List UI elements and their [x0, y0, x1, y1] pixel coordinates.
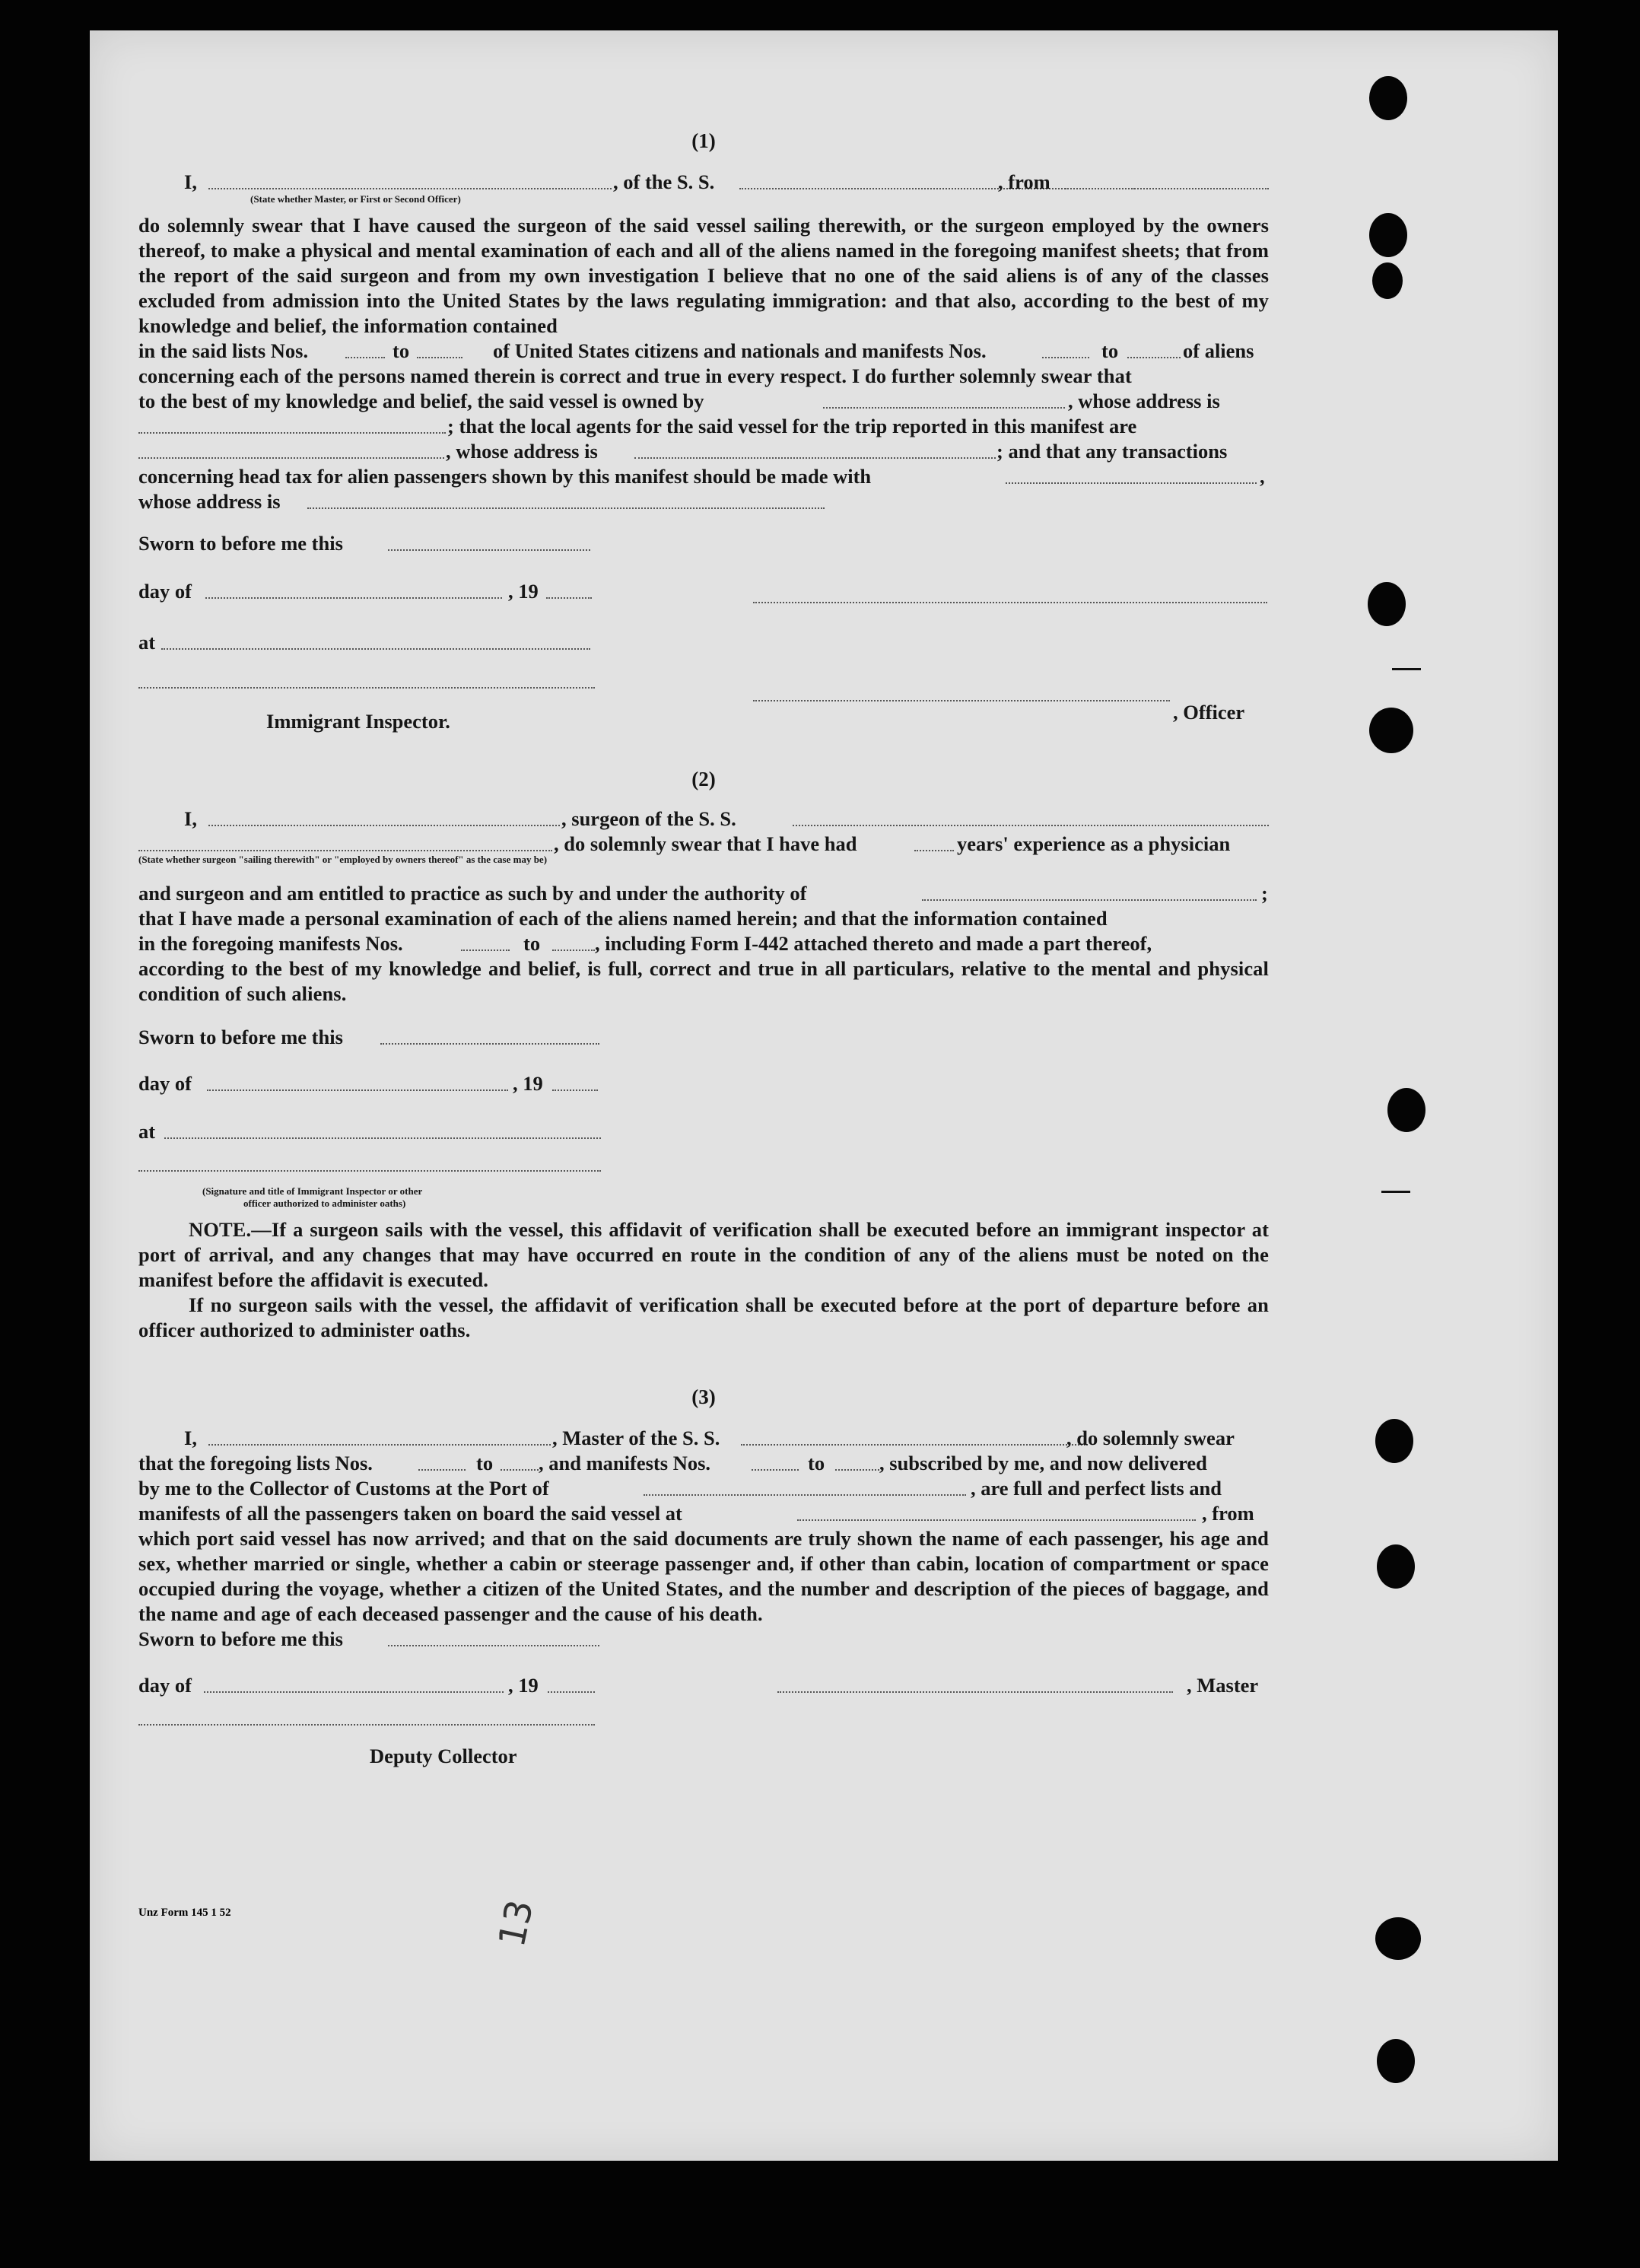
day-of-field-2[interactable] — [207, 1089, 508, 1091]
section-3-body: which port said vessel has now arrived; and that on the said documents are truly shown the name of each passenger, his age and sex, whether married or single, whether a cabin or steerage passenger and, if other than cabin, location of compartment or space occupied during the voyage, whether a citizen of the United States, and the number and description of the pieces of baggage, and the name and age of each deceased passenger and the cause of his death. — [138, 1527, 1269, 1625]
authority-field[interactable] — [922, 899, 1257, 901]
year-field[interactable] — [546, 597, 592, 599]
section-2-day-line: day of , 19 — [138, 1071, 1269, 1096]
section-2-number: (2) — [691, 768, 716, 790]
years-experience-field[interactable] — [914, 850, 954, 851]
section-2-note-2: If no surgeon sails with the vessel, the affidavit of verification shall be executed before at the port of departure before an officer authorized to administer oaths. — [138, 1293, 1269, 1341]
section-2-body-a: that I have made a personal examination of each of the aliens named herein; and that the information contained — [138, 907, 1108, 930]
inspector-signature-field[interactable] — [138, 687, 595, 689]
section-3-deputy-line — [138, 1724, 1269, 1733]
punch-hole — [1369, 708, 1413, 753]
section-1-owned-line: to the best of my knowledge and belief, the said vessel is owned by , whose address is — [138, 390, 1220, 412]
section-2-at-line: at — [138, 1119, 1269, 1144]
day-of-field-3[interactable] — [204, 1691, 504, 1693]
local-agents-field[interactable] — [138, 457, 444, 459]
section-1-agents-line: ; that the local agents for the said vessel for the trip reported in this manifest are — [138, 414, 1269, 439]
surgeon-vessel-field[interactable] — [793, 825, 1269, 826]
owner-address-field[interactable] — [138, 432, 446, 434]
at-place-field-2[interactable] — [164, 1137, 601, 1139]
section-3-line-3: by me to the Collector of Customs at the Port of , are full and perfect lists and — [138, 1477, 1222, 1500]
embarkation-port-field[interactable] — [797, 1519, 1196, 1521]
punch-hole — [1369, 76, 1407, 120]
section-2-line-2: , do solemnly swear that I have had years' experience as a physician — [138, 832, 1269, 857]
inspector-signature-field-2[interactable] — [138, 1170, 601, 1172]
lists-to-field-3[interactable] — [501, 1469, 539, 1471]
lists-from-field-3[interactable] — [418, 1469, 466, 1471]
sworn-date-field-2[interactable] — [380, 1043, 599, 1045]
section-2-signature-line — [138, 1170, 1269, 1181]
margin-mark — [1381, 1191, 1410, 1193]
manifests-no-to-field[interactable] — [1127, 357, 1181, 358]
form-content — [138, 129, 1269, 1769]
handwritten-page-number: 13 — [490, 1896, 542, 1951]
section-1-lists-line: in the said lists Nos. to of United States citizens and nationals and manifests Nos. to of aliens — [138, 339, 1254, 362]
sworn-date-field-3[interactable] — [388, 1645, 599, 1646]
owner-field[interactable] — [823, 407, 1065, 409]
section-3-day-line: day of , 19 , Master — [138, 1674, 1259, 1697]
section-2-line-1: I, , surgeon of the S. S. — [138, 806, 1269, 832]
section-1-body-b: concerning each of the persons named therein is correct and true in every respect. I do further solemnly swear that — [138, 364, 1132, 387]
section-1-address-line: , whose address is ; and that any transactions — [138, 439, 1269, 464]
from-port-field[interactable] — [1065, 188, 1269, 189]
officer-title-field[interactable] — [208, 188, 612, 189]
deputy-signature-field[interactable] — [138, 1724, 595, 1726]
section-2-manifest-line: in the foregoing manifests Nos. to , including Form I-442 attached thereto and made a part thereof, — [138, 932, 1152, 955]
section-1-titles: Immigrant Inspector. , Officer — [266, 701, 1245, 733]
punch-hole — [1372, 262, 1403, 299]
port-of-field[interactable] — [644, 1494, 966, 1496]
head-tax-contact-field[interactable] — [1006, 482, 1257, 484]
punch-hole — [1375, 1917, 1421, 1960]
punch-hole — [1377, 1544, 1415, 1589]
section-3-line-4: manifests of all the passengers taken on board the said vessel at , from — [138, 1502, 1254, 1525]
officer-signature-field[interactable] — [753, 602, 1267, 603]
head-tax-address-field[interactable] — [307, 507, 825, 509]
punch-hole — [1368, 582, 1406, 626]
surgeon-status-field[interactable] — [138, 850, 552, 851]
manifest-no-from-field[interactable] — [461, 950, 510, 951]
margin-mark — [1392, 668, 1421, 670]
year-field-2[interactable] — [552, 1089, 598, 1091]
at-place-field[interactable] — [161, 648, 590, 650]
lists-no-from-field[interactable] — [345, 357, 385, 358]
section-3-line-2: that the foregoing lists Nos. to , and manifests Nos. to , subscribed by me, and now delivered — [138, 1452, 1207, 1474]
section-3-line-1: I, , Master of the S. S. , do solemnly swear — [184, 1427, 1235, 1449]
master-vessel-field[interactable] — [741, 1444, 1088, 1446]
punch-hole — [1387, 1088, 1425, 1132]
punch-hole — [1377, 2039, 1415, 2083]
sworn-date-field[interactable] — [388, 549, 590, 551]
section-2-authority-line: and surgeon and am entitled to practice as such by and under the authority of ; — [138, 882, 1268, 905]
section-1-headtax-line: concerning head tax for alien passengers shown by this manifest should be made with , — [138, 465, 1265, 488]
section-1-sworn-line: Sworn to before me this — [138, 531, 1269, 556]
section-3-deputy-title: Deputy Collector — [370, 1745, 517, 1767]
section-2-signature-note-2: officer authorized to administer oaths) — [243, 1198, 406, 1209]
form-number: Unz Form 145 1 52 — [138, 1907, 231, 1919]
section-3-sworn-line: Sworn to before me this — [138, 1627, 1269, 1652]
lists-no-to-field[interactable] — [417, 357, 462, 358]
punch-hole — [1369, 213, 1407, 257]
section-1-at-line: at — [138, 630, 1269, 655]
punch-hole — [1375, 1419, 1413, 1463]
manifest-no-to-field[interactable] — [552, 950, 595, 951]
section-3-number: (3) — [691, 1385, 716, 1408]
section-2-sworn-line: Sworn to before me this — [138, 1025, 1269, 1050]
day-of-field[interactable] — [205, 597, 502, 599]
agents-address-field[interactable] — [634, 457, 996, 459]
year-field-3[interactable] — [548, 1691, 595, 1693]
section-1-line-1: I, , of the S. S. , from — [138, 170, 1269, 195]
manifests-to-field-3[interactable] — [835, 1469, 879, 1471]
section-1-day-line: day of , 19 — [138, 579, 1269, 604]
section-1-whose-line: whose address is — [138, 489, 1269, 514]
section-1-number: (1) — [691, 129, 716, 152]
section-2-signature-note-1: (Signature and title of Immigrant Inspector or other — [202, 1185, 423, 1197]
manifests-from-field-3[interactable] — [752, 1469, 799, 1471]
section-2-body-b: according to the best of my knowledge and belief, is full, correct and true in all particulars, relative to the mental and physical condition of such aliens. — [138, 957, 1269, 1005]
manifests-no-from-field[interactable] — [1042, 357, 1089, 358]
section-1-state-note: (State whether Master, or First or Second Officer) — [250, 193, 461, 205]
section-1-body-a: do solemnly swear that I have caused the surgeon of the said vessel sailing therewith, or the surgeon employed by the owners thereof, to make a physical and mental examination of each and all of the aliens named in the foregoing manifest sheets; that from the report of the said surgeon and from my own investigation I believe that no one of the said aliens is of any of the classes excluded from admission into the United States by the laws regulating immigration: and that also, according to the best of my knowledge and belief, the information contained — [138, 214, 1269, 337]
surgeon-name-field[interactable] — [208, 825, 560, 826]
master-signature-field[interactable] — [777, 1691, 1173, 1693]
section-2-note-1: NOTE.—If a surgeon sails with the vessel, this affidavit of verification shall be executed before an immigrant inspector at port of arrival, and any changes that may have occurred en route in the condition of any of the aliens must be noted on the manifest before the affidavit is executed. — [138, 1218, 1269, 1291]
master-name-field[interactable] — [208, 1444, 551, 1446]
section-2-state-note: (State whether surgeon "sailing therewith" or "employed by owners thereof" as the case may be) — [138, 854, 548, 865]
officer-title-signature-field[interactable] — [753, 700, 1170, 701]
